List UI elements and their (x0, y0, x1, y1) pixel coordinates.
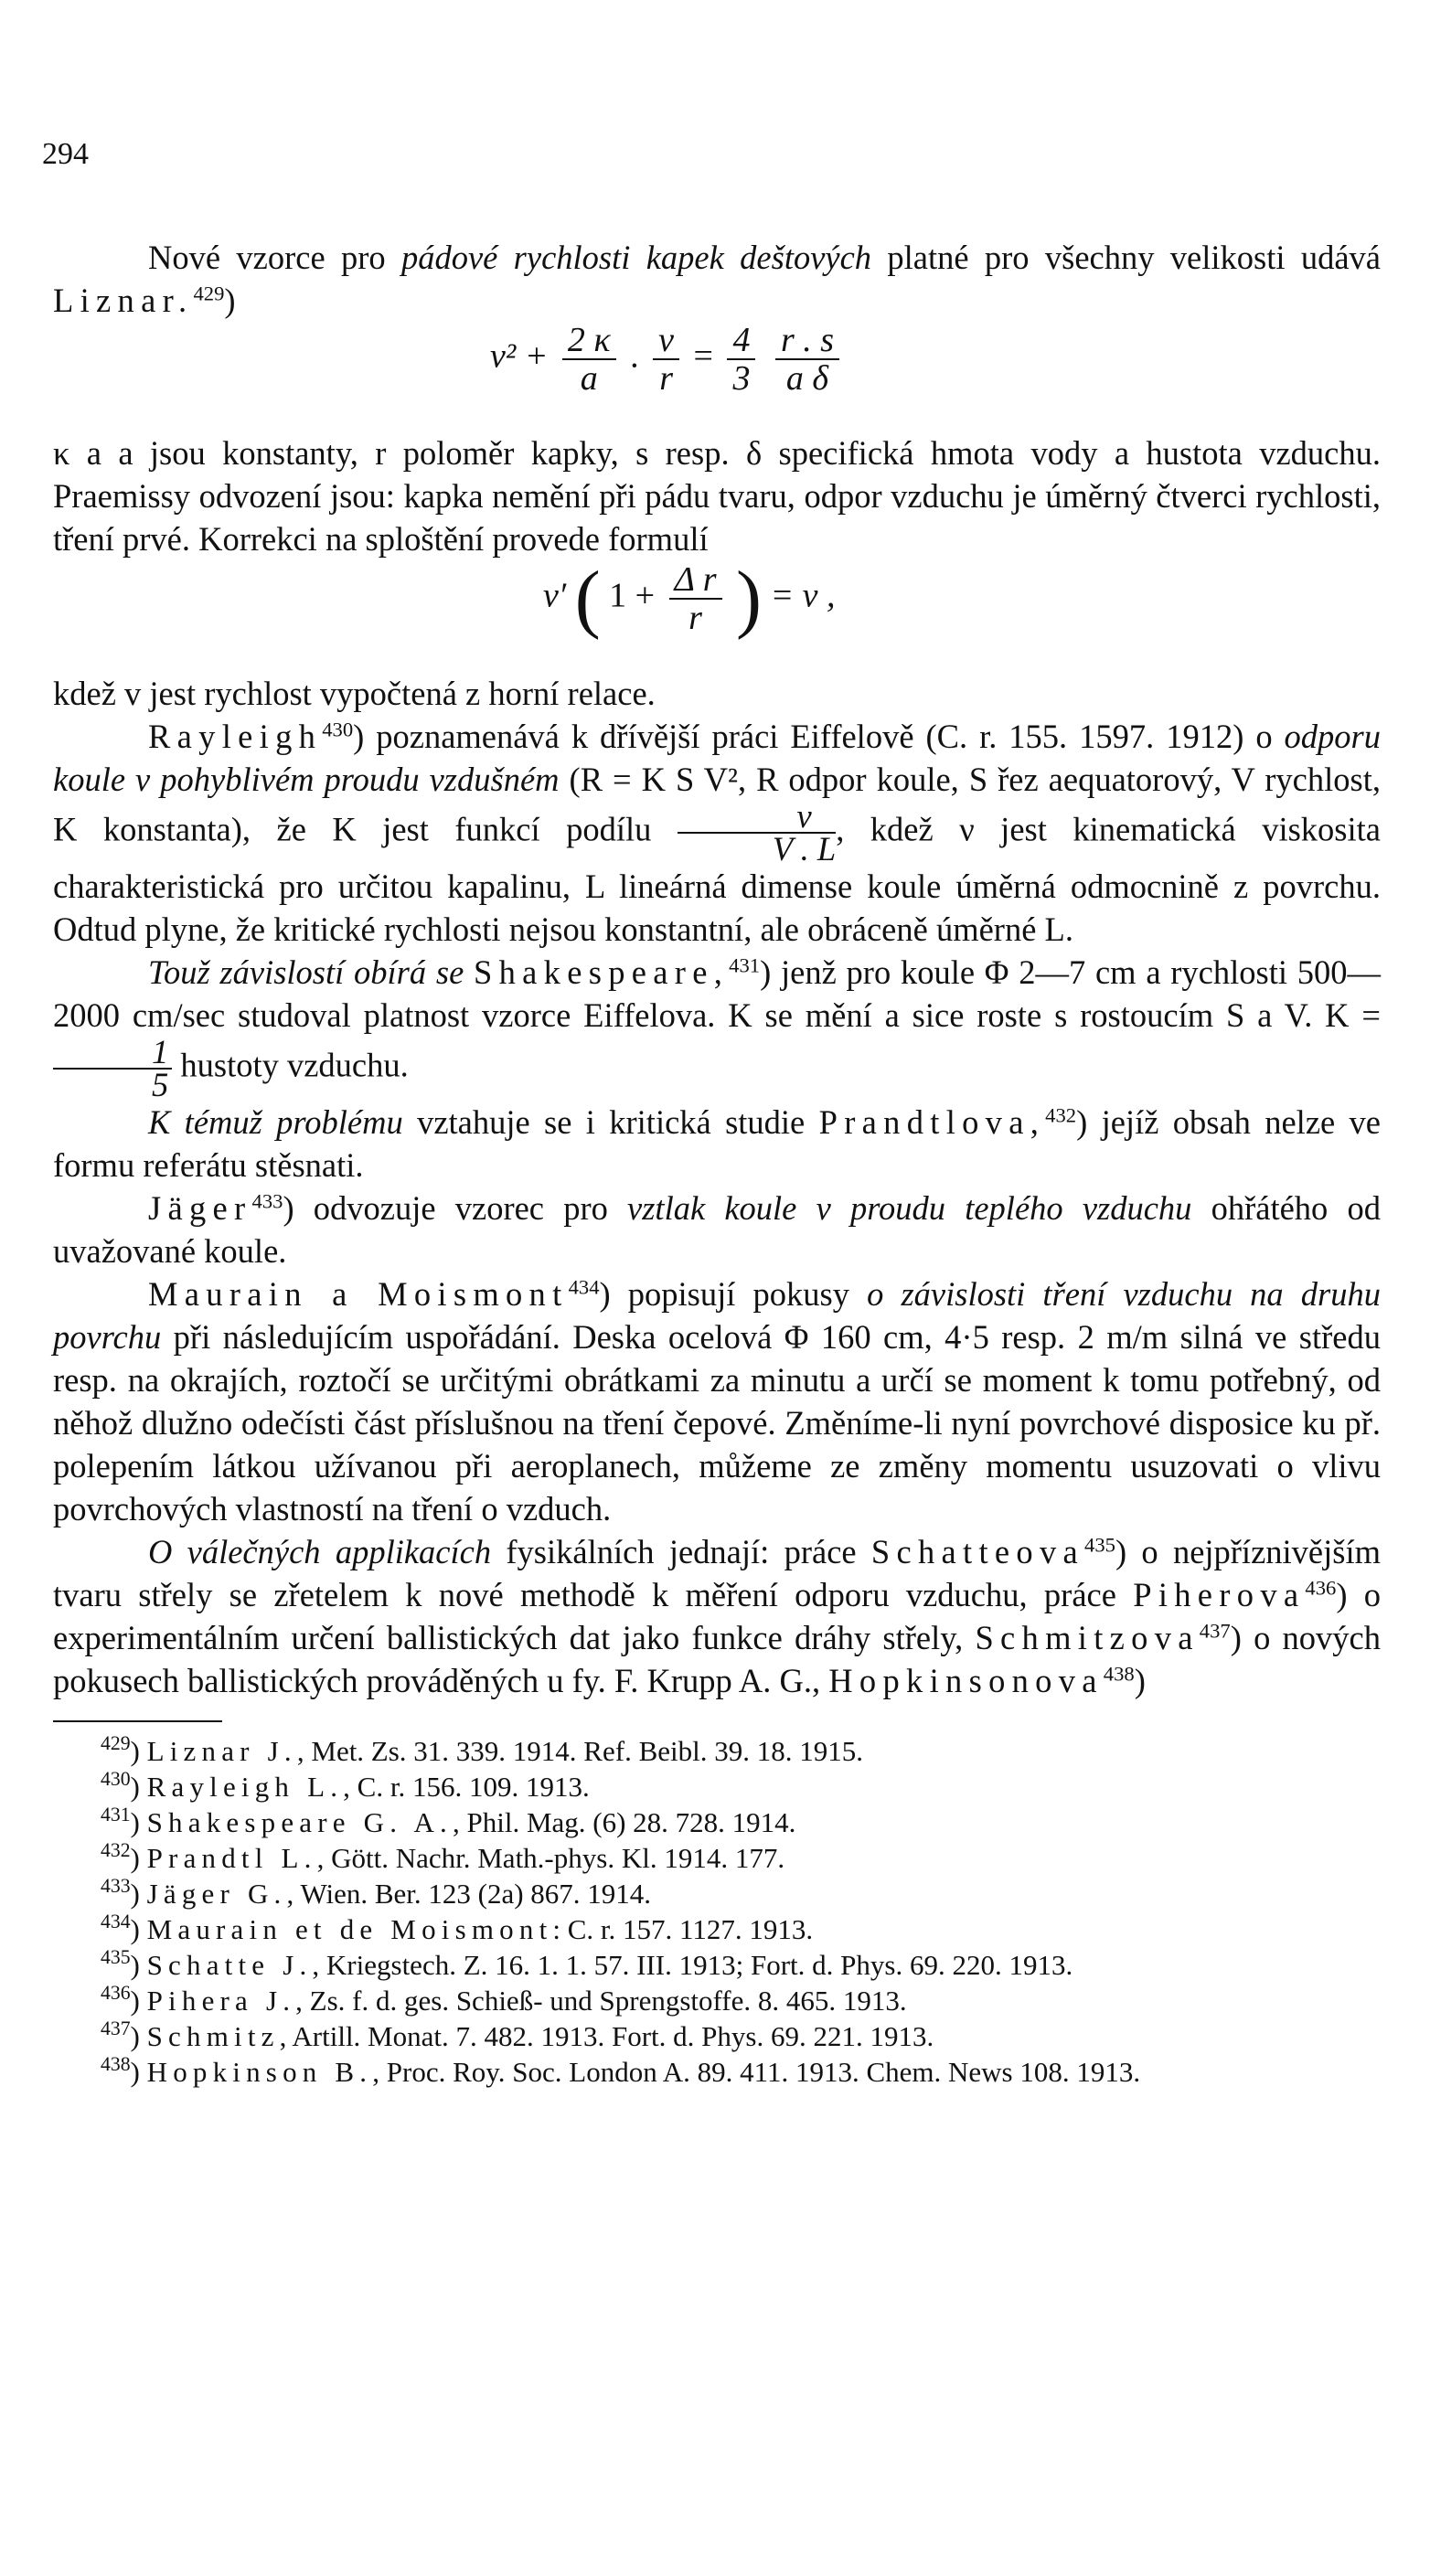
text-run: hustoty vzduchu. (172, 1046, 409, 1084)
author-name: Rayleigh (148, 718, 323, 755)
footnote-paren: ) (130, 1806, 147, 1838)
fraction (775, 322, 839, 397)
text-run: ) odvozuje vzorec pro (283, 1189, 628, 1227)
footnote-author: Pihera J. (146, 1985, 296, 2017)
footnote-number: 436 (101, 1982, 131, 2005)
footnote-paren: ) (130, 1913, 147, 1945)
footnote-ref: 438 (1103, 1662, 1135, 1686)
text-run: ) (224, 282, 236, 319)
footnote-text: , C. r. 156. 109. 1913. (343, 1771, 590, 1803)
formula-liznar (53, 322, 1381, 431)
emphasis: K témuž problému (148, 1103, 403, 1141)
footnote-number: 430 (101, 1768, 131, 1791)
footnote-ref: 430 (322, 718, 354, 741)
footnote-paren: ) (130, 1878, 147, 1910)
footnote-text: , Artill. Monat. 7. 482. 1913. Fort. d. Phys. 69. 221. 1913. (279, 2020, 934, 2052)
author-name: Maurain a Moismont (148, 1275, 569, 1313)
footnote-number: 438 (101, 2053, 131, 2076)
footnote (53, 2054, 1381, 2090)
text-run: (R = K S V², R odpor koule, S řez aequatorový, V rychlost, K konstanta), že K jest funkcí podílu (53, 761, 1381, 848)
denominator: r (688, 599, 702, 637)
fraction (727, 322, 755, 397)
footnote-author: Maurain et de Moismont (146, 1913, 553, 1945)
author-name: Jäger (148, 1189, 252, 1227)
footnote-number: 433 (101, 1875, 131, 1898)
text-run: vztahuje se i kritická studie (402, 1103, 819, 1141)
footnote-text: , Proc. Roy. Soc. London A. 89. 411. 1913. Chem. News 108. 1913. (372, 2056, 1141, 2088)
footnote-paren: ) (130, 1842, 147, 1874)
operator: = (693, 336, 722, 376)
footnote (53, 1733, 1381, 1769)
text-run: fysikálních jednají: práce (491, 1533, 871, 1570)
text-run: při následujícím uspořádání. Deska ocelová Φ 160 cm, 4·5 resp. 2 m/m silná ve středu resp. na okrajích, roztočí se určitými obrátkami za minutu a určí se moment k tomu potřebný, od něhož dlužno odečísti část příslušnou na tření čepové. Změníme-li nyní povrchové disposice ku př. polepením látkou užívanou při aeroplanech, můžeme ze změny momentu usuzovati o vlivu povrchových vlastností na tření o vzduch. (53, 1318, 1381, 1528)
paragraph-relation: kdež v jest rychlost vypočtená z horní relace. (53, 675, 656, 712)
emphasis: vztlak koule v proudu teplého vzduchu (627, 1189, 1192, 1227)
footnote-paren: ) (130, 1735, 147, 1767)
footnote-paren: ) (130, 2056, 147, 2088)
author-name: Piherova (1133, 1576, 1306, 1613)
footnote (53, 1840, 1381, 1876)
author-name: Schatteova (870, 1533, 1085, 1570)
author-name: Prandtlova, (818, 1103, 1046, 1141)
footnote-number: 431 (101, 1804, 131, 1826)
text-run: ) jenž pro koule Φ 2—7 cm a rychlosti 500—2000 cm/sec studoval platnost vzorce Eiffelova. K se mění a sice roste s rostoucím S a V. K = (53, 953, 1381, 1034)
footnote (53, 1983, 1381, 2018)
footnote-paren: ) (130, 1985, 147, 2017)
paragraph-constants: κ a a jsou konstanty, r poloměr kapky, s resp. δ specifická hmota vody a hustota vzduchu. Praemissy odvození jsou: kapka nemění při pádu tvaru, odpor vzduchu je úměrný čtverci rychlosti, tření prvé. Korrekci na sploštění provede formulí (53, 434, 1381, 558)
paragraph-maurain (53, 1272, 1381, 1530)
footnote (53, 1947, 1381, 1983)
paragraph-rayleigh (53, 715, 1381, 951)
emphasis: o závislosti tření vzduchu na druhu povrchu (53, 1275, 1381, 1356)
footnote-text: , Wien. Ber. 123 (2a) 867. 1914. (286, 1878, 652, 1910)
text-run: ) o nových pokusech ballistických prováděných u fy. F. Krupp A. G., (53, 1619, 1381, 1699)
footnote-author: Schmitz (146, 2020, 280, 2052)
denominator: V . L (772, 830, 837, 868)
page-number: 294 (42, 137, 89, 171)
footnote (53, 1804, 1381, 1840)
text-run: ohřátého od uvažované koule. (53, 1189, 1381, 1270)
footnote-ref: 435 (1084, 1533, 1115, 1557)
footnote-number: 432 (101, 1839, 131, 1862)
text-run: ) (1134, 1662, 1146, 1699)
footnote-author: Shakespeare G. A. (146, 1806, 453, 1838)
footnote-number: 435 (101, 1946, 131, 1969)
footnote-text: , Met. Zs. 31. 339. 1914. Ref. Beibl. 39. 18. 1915. (296, 1735, 863, 1767)
author-name: Schmitzova (975, 1619, 1200, 1656)
denominator: a δ (785, 359, 829, 398)
footnote-number: 429 (101, 1732, 131, 1755)
text-run: ) o experimentálním určení ballistických dat jako funkce dráhy střely, (53, 1576, 1382, 1656)
footnote-ref: 433 (251, 1189, 283, 1213)
paragraph-liznar (53, 236, 1381, 322)
footnote (53, 1911, 1381, 1947)
paragraph-jager (53, 1187, 1381, 1272)
author-name: Shakespeare, (474, 953, 730, 991)
numerator: Δ r (669, 561, 722, 600)
footnote-text: , Gött. Nachr. Math.-phys. Kl. 1914. 177. (316, 1842, 785, 1874)
footnote (53, 1769, 1381, 1804)
numerator: 1 (53, 1037, 172, 1070)
emphasis: O válečných applikacích (148, 1533, 492, 1570)
fraction (53, 1033, 172, 1103)
body-text (53, 236, 1381, 2090)
footnote-paren: ) (130, 1949, 147, 1981)
footnote-ref: 429 (193, 282, 225, 305)
formula-term: 1 + (609, 576, 664, 615)
formula-term: v² + (490, 336, 557, 376)
denominator: r (659, 359, 673, 398)
footnote-ref: 432 (1045, 1103, 1077, 1127)
paragraph-applications (53, 1530, 1381, 1702)
denominator: 5 (152, 1066, 169, 1103)
formula-term: v′ (543, 576, 567, 615)
author-name: Liznar. (53, 282, 194, 319)
paragraph-prandtl (53, 1101, 1381, 1187)
footnote-number: 437 (101, 2017, 131, 2040)
paragraph-shakespeare (53, 951, 1381, 1101)
footnote-author: Prandtl L. (146, 1842, 317, 1874)
footnote-author: Liznar J. (146, 1735, 297, 1767)
footnote-text: , Phil. Mag. (6) 28. 728. 1914. (453, 1806, 796, 1838)
footnote-paren: ) (130, 1771, 147, 1803)
numerator: 4 (727, 322, 755, 360)
numerator: ν (678, 801, 836, 834)
fraction (669, 561, 722, 636)
numerator: 2 κ (562, 322, 616, 360)
operator: . (630, 336, 648, 376)
emphasis: odporu koule v pohyblivém proudu vzdušném (53, 718, 1381, 798)
text-run: Nové vzorce pro (148, 239, 401, 276)
fraction (653, 322, 679, 397)
footnote-text: , Kriegstech. Z. 16. 1. 1. 57. III. 1913; Fort. d. Phys. 69. 220. 1913. (312, 1949, 1073, 1981)
paren: ( (574, 556, 601, 641)
paren: ) (736, 556, 762, 641)
footnote-author: Jäger G. (146, 1878, 287, 1910)
footnote (53, 2018, 1381, 2054)
footnote-text: , Zs. f. d. ges. Schieß- und Sprengstoffe. 8. 465. 1913. (295, 1985, 907, 2017)
footnote-number: 434 (101, 1911, 131, 1933)
footnote-author: Rayleigh L. (146, 1771, 344, 1803)
emphasis: pádové rychlosti kapek deštových (400, 239, 872, 276)
footnote-ref: 437 (1199, 1619, 1231, 1643)
denominator: 3 (732, 359, 751, 398)
denominator: a (580, 359, 598, 398)
numerator: v (653, 322, 679, 360)
footnote-author: Hopkinson B. (146, 2056, 373, 2088)
emphasis: Touž závislostí obírá se (148, 953, 475, 991)
formula-term: = v , (770, 576, 836, 615)
numerator: r . s (775, 322, 839, 360)
footnote (53, 1876, 1381, 1911)
fraction (678, 797, 837, 868)
footnote-paren: ) (130, 2020, 147, 2052)
footnote-ref: 436 (1305, 1576, 1337, 1600)
footnotes (53, 1733, 1381, 2090)
footnote-author: Schatte J. (146, 1949, 313, 1981)
text-run: ) jejíž obsah nelze ve formu referátu stěsnati. (53, 1103, 1382, 1184)
author-name: Hopkinsonova (828, 1662, 1104, 1699)
text-run: ) popisují pokusy (599, 1275, 868, 1313)
text-run: , kdež ν jest kinematická viskosita charakteristická pro určitou kapalinu, L lineárná dimense koule úměrná odmocnině z povrchu. Odtud plyne, že kritické rychlosti nejsou konstantní, ale obráceně úměrné L. (53, 810, 1381, 948)
footnote-text: : C. r. 157. 1127. 1913. (552, 1913, 814, 1945)
text-run: platné pro všechny velikosti udává (871, 239, 1381, 276)
footnote-ref: 434 (568, 1275, 600, 1299)
text-run: ) o nejpříznivějším tvaru střely se zřetelem k nové methodě k měření odporu vzduchu, práce (53, 1533, 1381, 1613)
footnote-divider (53, 1720, 222, 1722)
footnote-ref: 431 (729, 953, 761, 977)
fraction (562, 322, 616, 397)
formula-correction (53, 556, 1381, 672)
text-run: ) poznamenává k dřívější práci Eiffelově (C. r. 155. 1597. 1912) o (353, 718, 1285, 755)
